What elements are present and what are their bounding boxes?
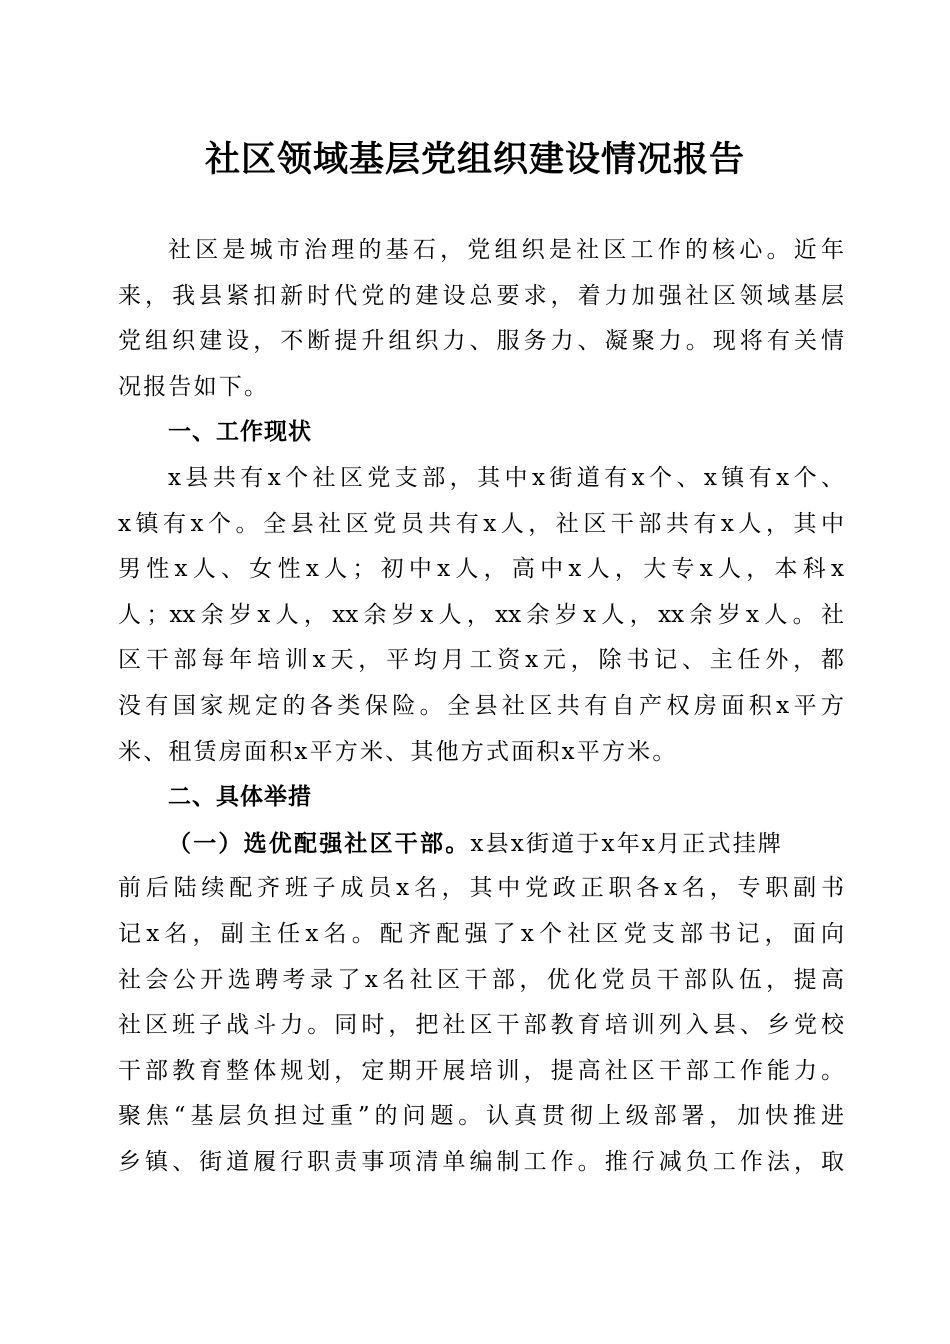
section2-line: 干部教育整体规划，定期开展培训，提高社区干部工作能力。 <box>118 1057 844 1084</box>
subsection-label: （一）选优配强社区干部。 <box>168 829 471 857</box>
section2-line: 前后陆续配齐班子成员x名，其中党政正职各x名，专职副书 <box>118 875 844 902</box>
intro-line: 社区是城市治理的基石，党组织是社区工作的核心。近年 <box>168 237 844 263</box>
section2-line: 记x名，副主任x名。配齐配强了x个社区党支部书记，面向 <box>118 920 844 947</box>
section-heading: 一、工作现状 <box>168 419 312 446</box>
section1-line: 米、租赁房面积x平方米、其他方式面积x平方米。 <box>118 738 678 765</box>
intro-line: 党组织建设，不断提升组织力、服务力、凝聚力。现将有关情 <box>118 328 844 355</box>
section2-line: 聚焦“基层负担过重”的问题。认真贯彻上级部署，加快推进 <box>118 1103 844 1130</box>
section2-line: 乡镇、街道履行职责事项清单编制工作。推行减负工作法，取 <box>118 1148 844 1175</box>
section1-line: 没有国家规定的各类保险。全县社区共有自产权房面积x平方 <box>118 692 844 719</box>
intro-line: 况报告如下。 <box>118 373 270 400</box>
section-heading: 二、具体举措 <box>168 784 312 811</box>
section1-line: 人；xx余岁x人，xx余岁x人，xx余岁x人，xx余岁x人。社 <box>118 601 844 628</box>
section2-line: 社区班子战斗力。同时，把社区干部教育培训列入县、乡党校 <box>118 1012 844 1039</box>
subsection-first-line <box>118 821 844 867</box>
section1-line: x镇有x个。全县社区党员共有x人，社区干部共有x人，其中 <box>118 510 844 537</box>
section1-line: 男性x人、女性x人；初中x人，高中x人，大专x人，本科x <box>118 556 844 583</box>
section1-line: 区干部每年培训x天，平均月工资x元，除书记、主任外，都 <box>118 647 844 674</box>
subsection-text: x县x街道于x年x月正式挂牌 <box>470 830 784 857</box>
document-body <box>118 228 844 1185</box>
section1-line: x县共有x个社区党支部，其中x街道有x个、x镇有x个、 <box>168 464 844 491</box>
intro-line: 来，我县紧扣新时代党的建设总要求，着力加强社区领域基层 <box>118 282 844 309</box>
document-title: 社区领域基层党组织建设情况报告 <box>204 139 745 180</box>
section2-line: 社会公开选聘考录了x名社区干部，优化党员干部队伍，提高 <box>118 966 844 993</box>
